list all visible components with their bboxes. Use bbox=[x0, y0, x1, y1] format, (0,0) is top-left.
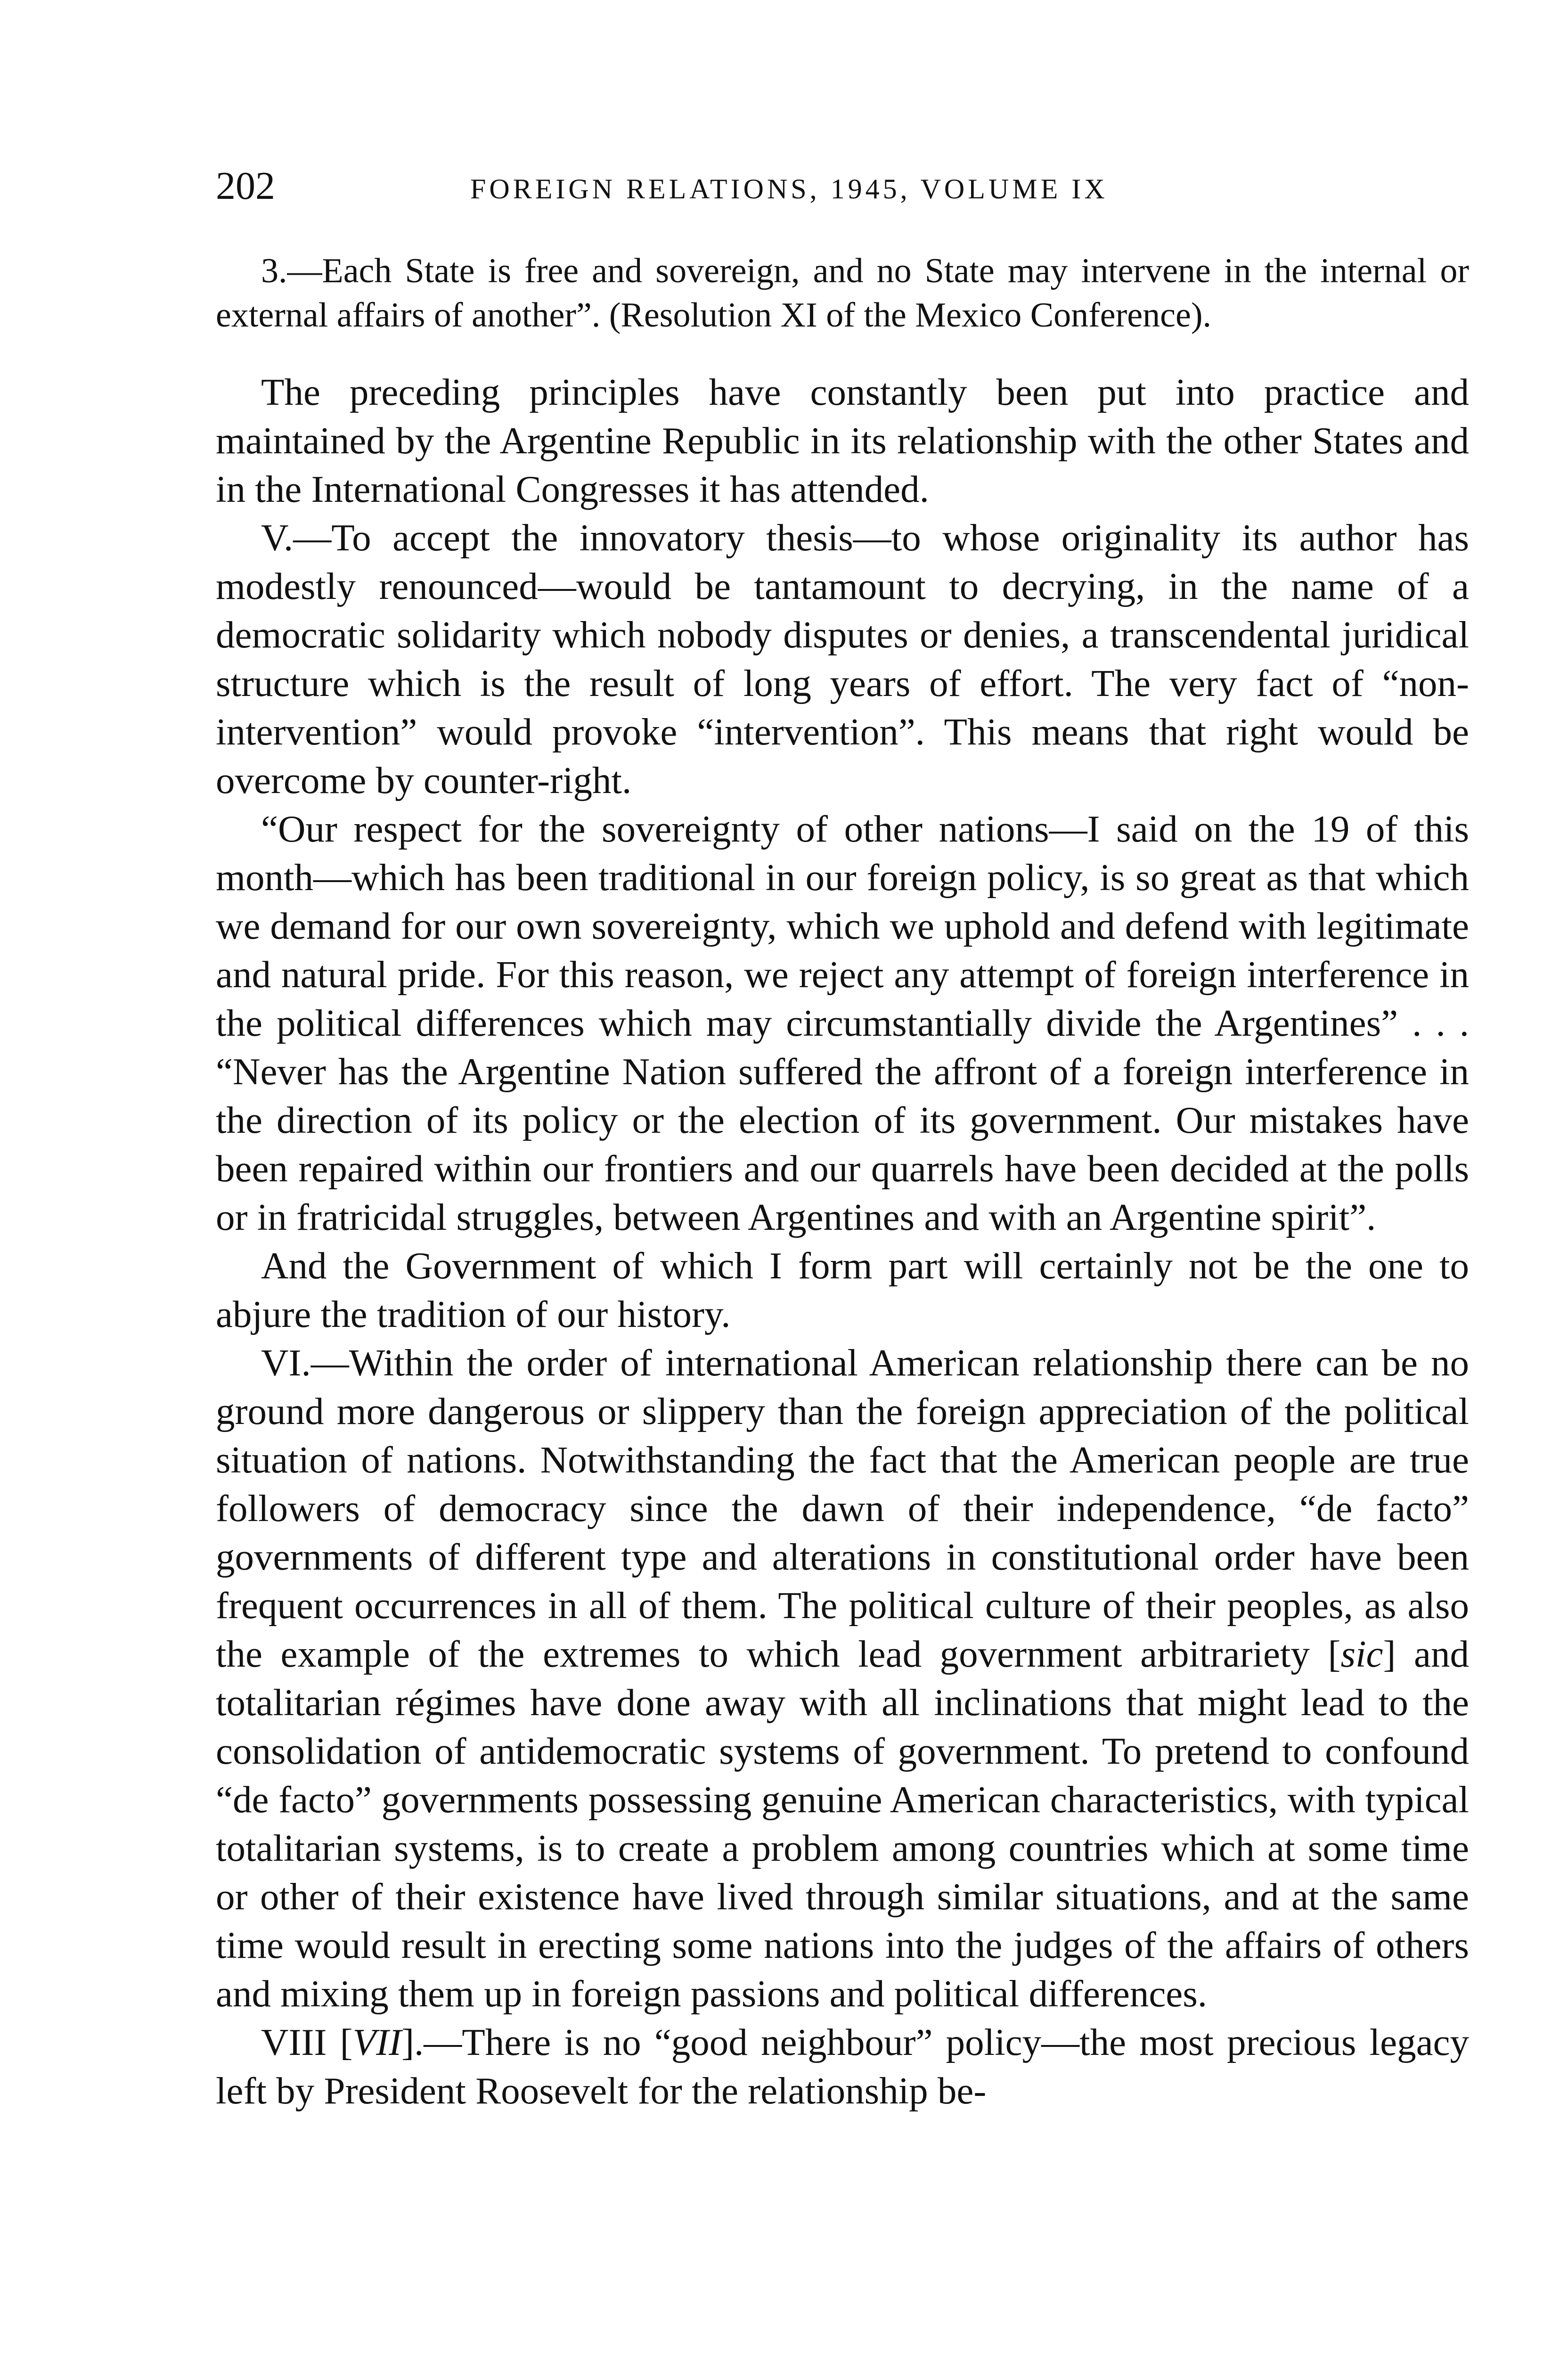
body-text bbox=[216, 249, 1469, 2115]
paragraph-vi-text-a: VI.—Within the order of international American relationship there can be no ground more dangerous or slippery than the foreign appreciation of the political situation of nations. Notwithstanding the fact that the American people are true followers of democracy since the dawn of their independence, “de facto” governments of different type and alterations in constitutional order have been frequent occurrences in all of them. The political culture of their peoples, as also the example of the extremes to which lead government arbitrariety [ bbox=[216, 1342, 1469, 1675]
paragraph-viii bbox=[216, 2018, 1469, 2115]
paragraph-principles: The preceding principles have constantly been put into practice and maintained by the Argentine Republic in its relationship with the other States and in the International Congresses it has attended. bbox=[216, 371, 1469, 510]
paragraph-vi-text-b: ] and totalitarian régimes have done away with all inclinations that might lead to the consolidation of antidemocratic systems of government. To pretend to confound “de facto” governments possessing genuine American characteristics, with typical totalitarian systems, is to create a problem among countries which at some time or other of their existence have lived through similar situations, and at the same time would result in erecting some nations into the judges of the affairs of others and mixing them up in foreign passions and political differences. bbox=[216, 1633, 1469, 2015]
paragraph-v: V.—To accept the innovatory thesis—to whose originality its author has modestly renounced—would be tantamount to decrying, in the name of a democratic solidarity which nobody disputes or denies, a transcendental juridical structure which is the result of long years of effort. The very fact of “non-intervention” would provoke “intervention”. This means that right would be overcome by counter-right. bbox=[216, 516, 1469, 802]
vii-note: VII bbox=[352, 2021, 402, 2063]
page-header bbox=[216, 160, 1469, 212]
paragraph-government: And the Government of which I form part will certainly not be the one to abjure the tradition of our history. bbox=[216, 1244, 1469, 1335]
sic-note: sic bbox=[1340, 1633, 1383, 1675]
page-number: 202 bbox=[216, 164, 275, 208]
quoted-principle-3: 3.—Each State is free and sovereign, and no State may intervene in the internal or external affairs of another”. (Resolution XI of the Mexico Conference). bbox=[216, 252, 1469, 335]
paragraph-viii-text-a: VIII [ bbox=[261, 2021, 353, 2063]
paragraph-vi bbox=[216, 1339, 1469, 2018]
paragraph-quotation: “Our respect for the sovereignty of other nations—I said on the 19 of this month—which has been traditional in our foreign policy, is so great as that which we demand for our own sovereignty, which we uphold and defend with legitimate and natural pride. For this reason, we reject any attempt of foreign interference in the political differences which may circumstantially divide the Argentines” . . . “Never has the Argentine Nation suffered the affront of a foreign interference in the direction of its policy or the election of its government. Our mistakes have been repaired within our frontiers and our quarrels have been decided at the polls or in fratricidal struggles, between Argentines and with an Argentine spirit”. bbox=[216, 808, 1469, 1238]
paragraph-viii-text-b: ].—There is no “good neighbour” policy—the most precious legacy left by President Roosevelt for the relationship be- bbox=[216, 2021, 1470, 2112]
running-head: FOREIGN RELATIONS, 1945, VOLUME IX bbox=[470, 173, 1108, 205]
